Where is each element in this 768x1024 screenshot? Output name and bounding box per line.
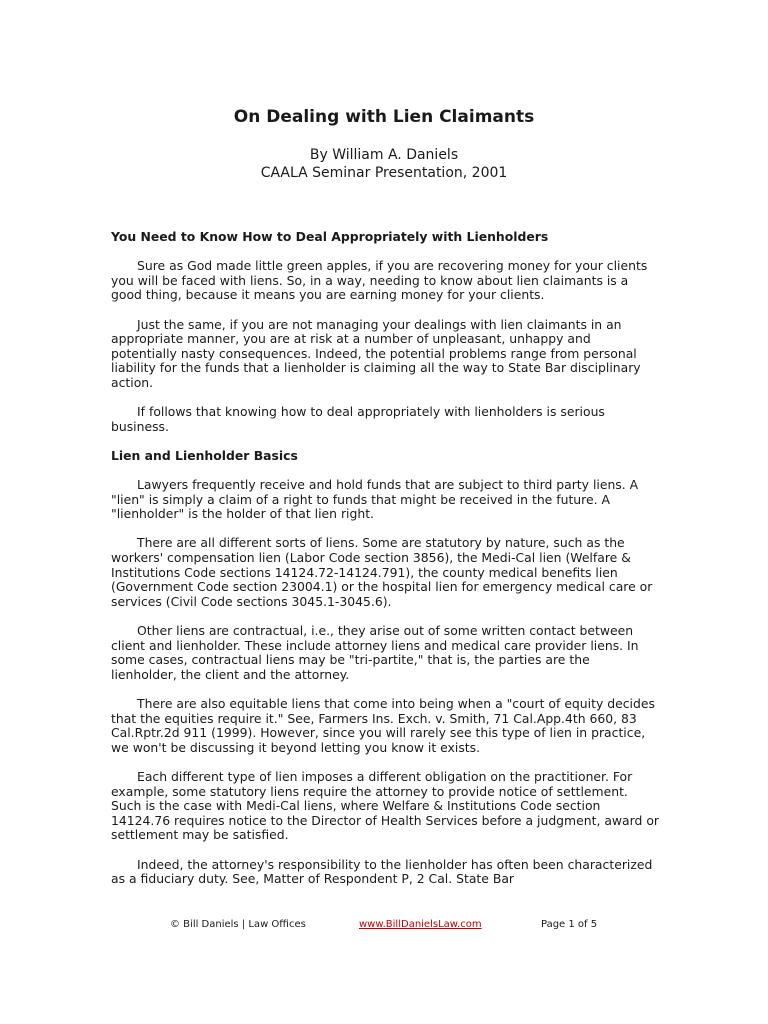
footer-copyright: © Bill Daniels | Law Offices: [170, 919, 306, 930]
section-heading: Lien and Lienholder Basics: [111, 447, 298, 463]
paragraph: Lawyers frequently receive and hold funds that are subject to third party liens. A "lien" is simply a claim of a right to funds that might be received in the future. A "lienholder" is the holder of that lien right.: [111, 477, 639, 522]
paragraph: Sure as God made little green apples, if you are recovering money for your clients you will be faced with liens. So, in a way, needing to know about lien claimants is a good thing, because it means you are earning money for your clients.: [111, 258, 648, 303]
paragraph: Just the same, if you are not managing your dealings with lien claimants in an appropriate manner, you are at risk at a number of unpleasant, unhappy and potentially nasty consequences. Indeed, the potential problems range from personal liability for the funds that a lienholder is claiming all the way to State Bar disciplinary action.: [111, 316, 641, 390]
page-footer: [0, 918, 768, 934]
paragraph: Indeed, the attorney's responsibility to the lienholder has often been characterized as a fiduciary duty. See, Matter of Respondent P, 2 Cal. State Bar: [111, 856, 653, 887]
footer-website-link[interactable]: www.BillDanielsLaw.com: [359, 919, 482, 930]
paragraph: There are also equitable liens that come into being when a "court of equity decides that the equities require it." See, Farmers Ins. Exch. v. Smith, 71 Cal.App.4th 660, 83 Cal.Rptr.2d 911 (1999). However, since you will rarely see this type of lien in practice, we won't be discussing it beyond letting you know it exists.: [111, 696, 655, 755]
page-number: Page 1 of 5: [541, 919, 598, 930]
paragraph: Other liens are contractual, i.e., they arise out of some written contact between client and lienholder. These include attorney liens and medical care provider liens. In some cases, contractual liens may be "tri-partite," that is, the parties are the lienholder, the client and the attorney.: [111, 623, 639, 682]
section-heading: You Need to Know How to Deal Appropriately with Lienholders: [111, 229, 549, 244]
author-line: By William A. Daniels: [309, 147, 459, 163]
paragraph: There are all different sorts of liens. Some are statutory by nature, such as the workers' compensation lien (Labor Code section 3856), the Medi-Cal lien (Welfare & Institutions Code sections 14124.72-14124.791), the county medical benefits lien (Government Code section 23004.1) or the hospital lien for emergency medical care or services (Civil Code sections 3045.1-3045.6).: [111, 535, 653, 609]
event-line: CAALA Seminar Presentation, 2001: [260, 165, 508, 181]
document-body: [111, 230, 659, 901]
document-title: On Dealing with Lien Claimants: [233, 107, 535, 127]
paragraph: Each different type of lien imposes a different obligation on the practitioner. For example, some statutory liens require the attorney to provide notice of settlement. Such is the case with Medi-Cal liens, where Welfare & Institutions Code section 14124.76 requires notice to the Director of Health Services before a judgment, award or settlement may be satisfied.: [111, 768, 660, 843]
byline: [0, 146, 768, 182]
paragraph: If follows that knowing how to deal appropriately with lienholders is serious business.: [111, 404, 605, 434]
